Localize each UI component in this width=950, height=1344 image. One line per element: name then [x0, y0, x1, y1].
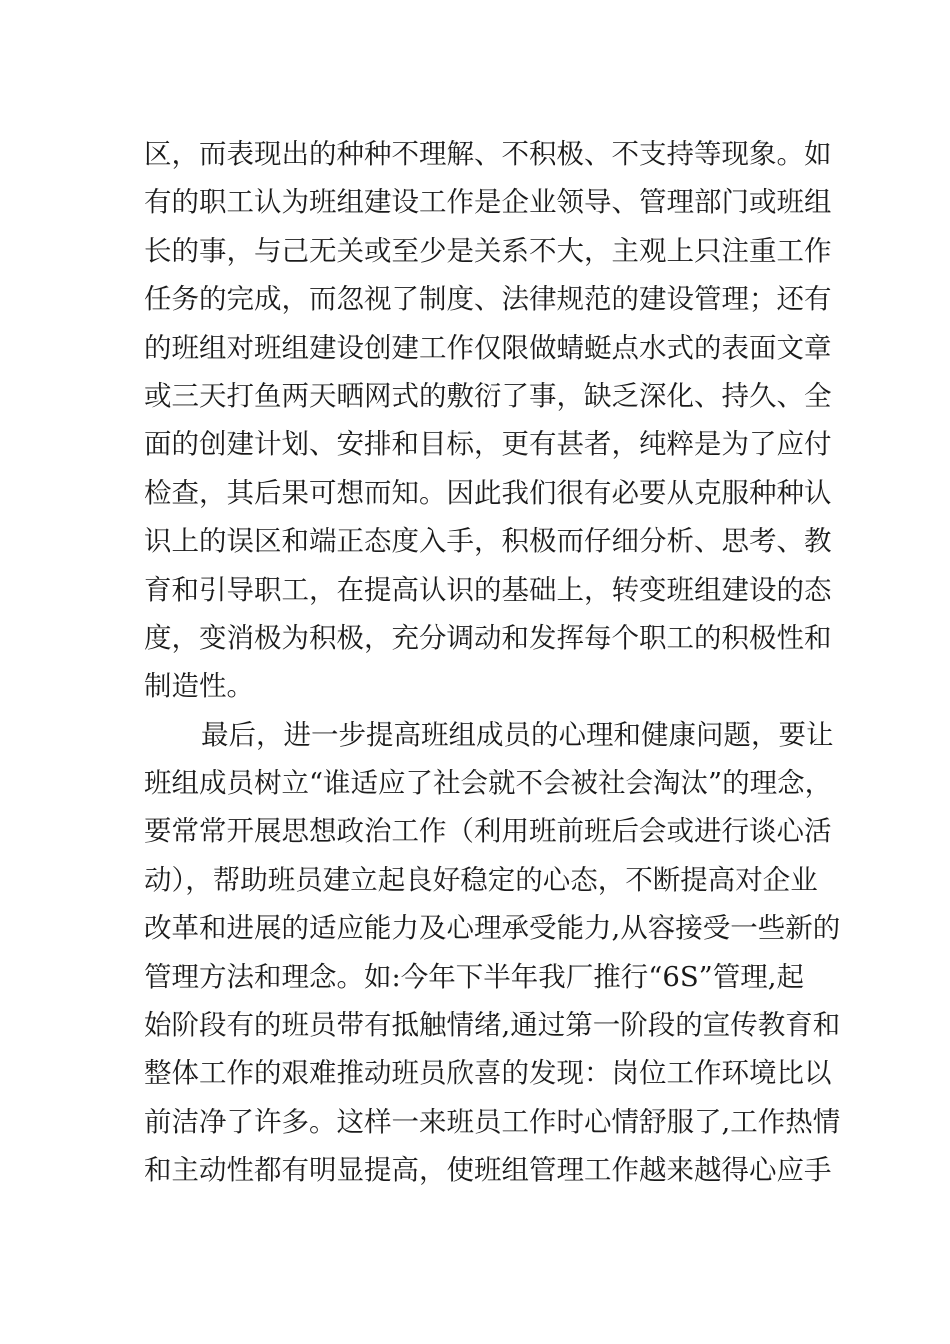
text-line: 长的事，与己无关或至少是关系不大，主观上只注重工作 — [144, 234, 832, 267]
text-line: 前洁净了许多。这样一来班员工作时心情舒服了,工作热情 — [144, 1105, 841, 1138]
paragraph-1 — [144, 130, 832, 711]
text-line: 制造性。 — [144, 670, 254, 703]
text-line: 检查，其后果可想而知。因此我们很有必要从克服种种认 — [144, 476, 832, 509]
text-line: 改革和进展的适应能力及心理承受能力,从容接受一些新的 — [144, 912, 841, 945]
text-line: 管理方法和理念。如:今年下半年我厂推行“6S”管理,起 — [144, 960, 804, 993]
text-line: 和主动性都有明显提高，使班组管理工作越来越得心应手 — [144, 1154, 832, 1187]
text-line: 育和引导职工，在提高认识的基础上，转变班组建设的态 — [144, 573, 832, 606]
text-line: 有的职工认为班组建设工作是企业领导、管理部门或班组 — [144, 186, 832, 219]
text-line: 任务的完成，而忽视了制度、法律规范的建设管理；还有 — [144, 283, 832, 316]
text-line: 整体工作的艰难推动班员欣喜的发现：岗位工作环境比以 — [144, 1057, 832, 1090]
text-line: 度，变消极为积极，充分调动和发挥每个职工的积极性和 — [144, 621, 832, 654]
body-text — [144, 130, 841, 1195]
text-line: 最后，进一步提高班组成员的心理和健康问题，要让 — [201, 718, 834, 751]
text-line: 要常常开展思想政治工作（利用班前班后会或进行谈心活 — [144, 815, 832, 848]
text-line: 区，而表现出的种种不理解、不积极、不支持等现象。如 — [144, 138, 832, 170]
text-line: 始阶段有的班员带有抵触情绪,通过第一阶段的宣传教育和 — [144, 1009, 841, 1042]
text-line: 面的创建计划、安排和目标，更有甚者，纯粹是为了应付 — [144, 428, 832, 461]
text-line: 或三天打鱼两天晒网式的敷衍了事，缺乏深化、持久、全 — [144, 379, 832, 412]
text-line: 动），帮助班员建立起良好稳定的心态，不断提高对企业 — [144, 863, 818, 896]
text-line: 识上的误区和端正态度入手，积极而仔细分析、思考、教 — [144, 525, 832, 558]
text-line: 班组成员树立“谁适应了社会就不会被社会淘汰”的理念， — [144, 767, 833, 800]
text-line: 的班组对班组建设创建工作仅限做蜻蜓点水式的表面文章 — [144, 331, 832, 364]
paragraph-2 — [144, 711, 841, 1195]
